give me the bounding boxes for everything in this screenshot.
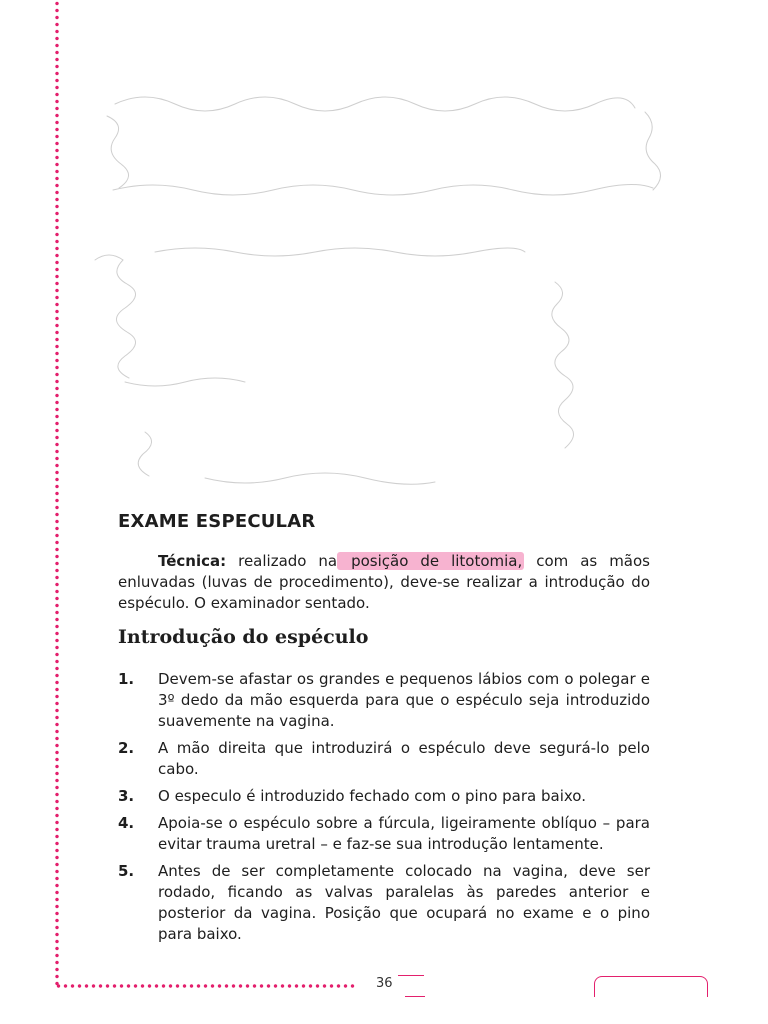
step-number: 5. bbox=[118, 862, 135, 880]
tecnica-paragraph bbox=[118, 551, 650, 614]
step-number: 1. bbox=[118, 670, 135, 688]
list-item bbox=[118, 786, 650, 807]
section-title: EXAME ESPECULAR bbox=[118, 511, 316, 532]
list-item bbox=[118, 738, 650, 780]
step-number: 4. bbox=[118, 814, 135, 832]
subsection-title: Introdução do espéculo bbox=[118, 626, 369, 648]
left-dotted-border bbox=[55, 0, 59, 988]
page-number-decoration bbox=[398, 975, 424, 976]
step-text: Antes de ser completamente colocado na vagina, deve ser rodado, ficando as valvas paralelas às paredes anterior e posterior da vagina. Posição que ocupará no exame e o pino para baixo. bbox=[158, 862, 650, 943]
step-number: 3. bbox=[118, 787, 135, 805]
bottom-dotted-border bbox=[55, 984, 357, 988]
tecnica-text-post: com as mãos enluvadas (luvas de procedimento), deve-se realizar a introdução do espéculo. O examinador sentado. bbox=[118, 552, 650, 612]
footer-tab-decoration bbox=[594, 976, 708, 997]
redacted-scribble-area bbox=[85, 82, 675, 507]
page-number-decoration bbox=[405, 996, 425, 997]
step-number: 2. bbox=[118, 739, 135, 757]
list-item bbox=[118, 861, 650, 945]
tecnica-text-pre: realizado na bbox=[226, 552, 338, 570]
step-text: A mão direita que introduzirá o espéculo deve segurá-lo pelo cabo. bbox=[158, 739, 650, 778]
steps-list bbox=[118, 669, 650, 951]
page-number: 36 bbox=[376, 976, 393, 991]
step-text: Apoia-se o espéculo sobre a fúrcula, ligeiramente oblíquo – para evitar trauma uretral – e faz-se sua introdução lentamente. bbox=[158, 814, 650, 853]
list-item bbox=[118, 813, 650, 855]
list-item bbox=[118, 669, 650, 732]
step-text: Devem-se afastar os grandes e pequenos lábios com o polegar e 3º dedo da mão esquerda para que o espéculo seja introduzido suavemente na vagina. bbox=[158, 670, 650, 730]
tecnica-label: Técnica: bbox=[158, 552, 227, 570]
step-text: O especulo é introduzido fechado com o pino para baixo. bbox=[158, 787, 586, 805]
highlighted-term: posição de litotomia, bbox=[339, 552, 523, 570]
